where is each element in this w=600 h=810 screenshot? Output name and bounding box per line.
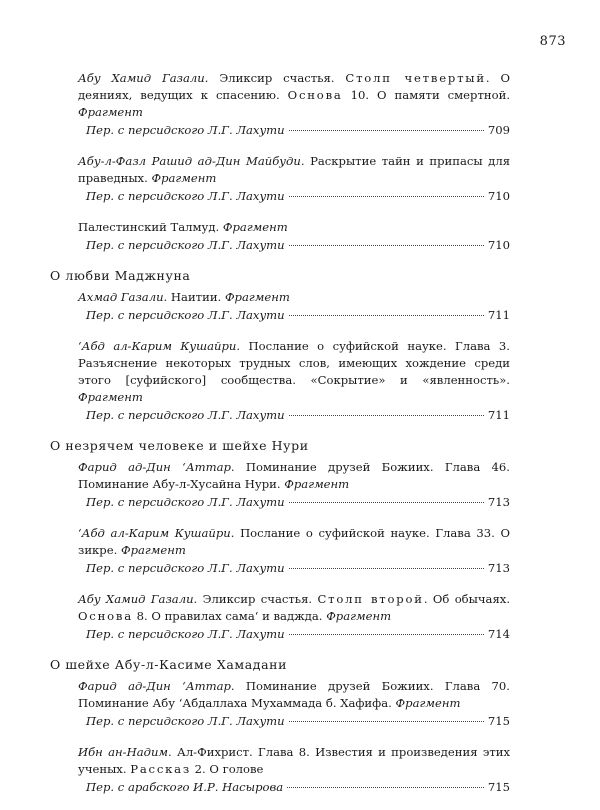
translator: Пер. с персидского Л.Г. Лахути [86,714,285,728]
toc-entry [78,459,510,511]
translator-line [86,712,510,730]
title-text: Наитии. [167,290,225,304]
dot-leader [289,721,484,722]
title-text: Эликсир счастья. [197,592,318,606]
dot-leader [287,787,484,788]
title-text: Послание о суфийской науке. Глава 3. Разъяснение некоторых трудных слов, имеющих хождение среди этого [суфийского] сообщества. «Сокрытие» и «явленность». [78,339,510,387]
title-text: 10. О памяти смертной. [342,88,510,102]
toc-entry [78,70,510,139]
fragment-label: Фрагмент [222,220,288,234]
title-text: Послание о суфийской науке. Глава 33. О зикре. [78,526,510,557]
toc-entry [78,219,510,254]
fragment-label: Фрагмент [326,609,392,623]
spaced-term: Столп четвертый [345,71,486,85]
translator-line [86,625,510,643]
translator: Пер. с персидского Л.Г. Лахути [86,495,285,509]
spaced-term: Основа [287,88,343,102]
title-text: 8. О правилах сама‘ и ваджда. [132,609,327,623]
title-text: 2. О голове [191,762,264,776]
translator-line [86,406,510,424]
toc-entry [78,525,510,577]
author-name: Абу Хамид Газали. [78,592,198,606]
work-title [78,289,510,306]
dot-leader [289,245,484,246]
work-title [78,678,510,712]
page-ref: 713 [487,561,510,575]
page-ref: 710 [487,238,510,252]
translator-line [86,559,510,577]
page-number: 873 [539,34,566,49]
work-title [78,744,510,778]
dot-leader [289,196,484,197]
page-ref: 709 [487,123,510,137]
section-heading: О незрячем человеке и шейхе Нури [50,438,309,453]
page-ref: 715 [487,714,510,728]
title-text: . Об обычаях. [423,592,511,606]
author-name: ‘Абд ал-Карим Кушайри. [78,339,241,353]
translator-line [86,306,510,324]
dot-leader [289,568,484,569]
translator: Пер. с персидского Л.Г. Лахути [86,238,285,252]
dot-leader [289,502,484,503]
translator: Пер. с персидского Л.Г. Лахути [86,308,285,322]
toc-entry [78,744,510,796]
translator: Пер. с персидского Л.Г. Лахути [86,408,285,422]
dot-leader [289,315,484,316]
toc-entry [78,591,510,643]
dot-leader [289,130,484,131]
page-ref: 710 [487,189,510,203]
page-ref: 713 [487,495,510,509]
fragment-label: Фрагмент [224,290,290,304]
fragment-label: Фрагмент [78,390,143,404]
fragment-label: Фрагмент [120,543,186,557]
section-heading: О любви Маджнуна [50,268,191,283]
work-title [78,70,510,121]
translator-line [86,187,510,205]
page-ref: 715 [487,780,510,794]
translator: Пер. с арабского И.Р. Насырова [86,780,284,794]
author-name: Абу-л-Фазл Рашид ад-Дин Майбуди. [78,154,305,168]
translator-line [86,493,510,511]
translator-line [86,121,510,139]
title-text: Палестинский Талмуд. [78,220,223,234]
author-name: Ибн ан-Надим. [78,745,172,759]
dot-leader [289,634,484,635]
work-title [78,338,510,406]
author-name: Ахмад Газали. [78,290,168,304]
spaced-term: Рассказ [130,762,191,776]
work-title [78,219,510,236]
author-name: ‘Абд ал-Карим Кушайри. [78,526,235,540]
toc-entry [78,678,510,730]
title-text: Поминание друзей Божиих. Глава 70. Поминание Абу ‘Абдаллаха Мухаммада б. Хафифа. [78,679,510,710]
section-heading: О шейхе Абу-л-Касиме Хамадани [50,657,288,672]
fragment-label: Фрагмент [395,696,461,710]
toc-content [50,70,511,810]
fragment-label: Фрагмент [284,477,350,491]
translator-line [86,236,510,254]
page-ref: 711 [487,408,510,422]
fragment-label: Фрагмент [78,105,143,119]
translator: Пер. с персидского Л.Г. Лахути [86,561,285,575]
author-name: Абу Хамид Газали. [78,71,209,85]
title-text: Раскрытие тайн и припасы для праведных. [78,154,511,185]
translator: Пер. с персидского Л.Г. Лахути [86,123,285,137]
work-title [78,459,510,493]
translator: Пер. с персидского Л.Г. Лахути [86,189,285,203]
translator-line [86,778,510,796]
page-ref: 714 [487,627,510,641]
toc-entry [78,338,510,424]
translator: Пер. с персидского Л.Г. Лахути [86,627,285,641]
page-ref: 711 [487,308,510,322]
dot-leader [289,415,484,416]
spaced-term: Основа [78,609,133,623]
title-text: Поминание друзей Божиих. Глава 46. Поминание Абу-л-Хусайна Нури. [78,460,510,491]
work-title [78,525,510,559]
title-text: . О деяниях, ведущих к спасению. [78,71,510,102]
work-title [78,591,510,625]
author-name: Фарид ад-Дин ‘Аттар. [78,679,235,693]
toc-entry [78,289,510,324]
fragment-label: Фрагмент [151,171,217,185]
spaced-term: Столп второй [317,592,424,606]
toc-entry [78,153,510,205]
title-text: Ал-Фихрист. Глава 8. Известия и произведения этих ученых. [78,745,510,776]
author-name: Фарид ад-Дин ‘Аттар. [78,460,235,474]
work-title [78,153,510,187]
title-text: Эликсир счастья. [208,71,346,85]
